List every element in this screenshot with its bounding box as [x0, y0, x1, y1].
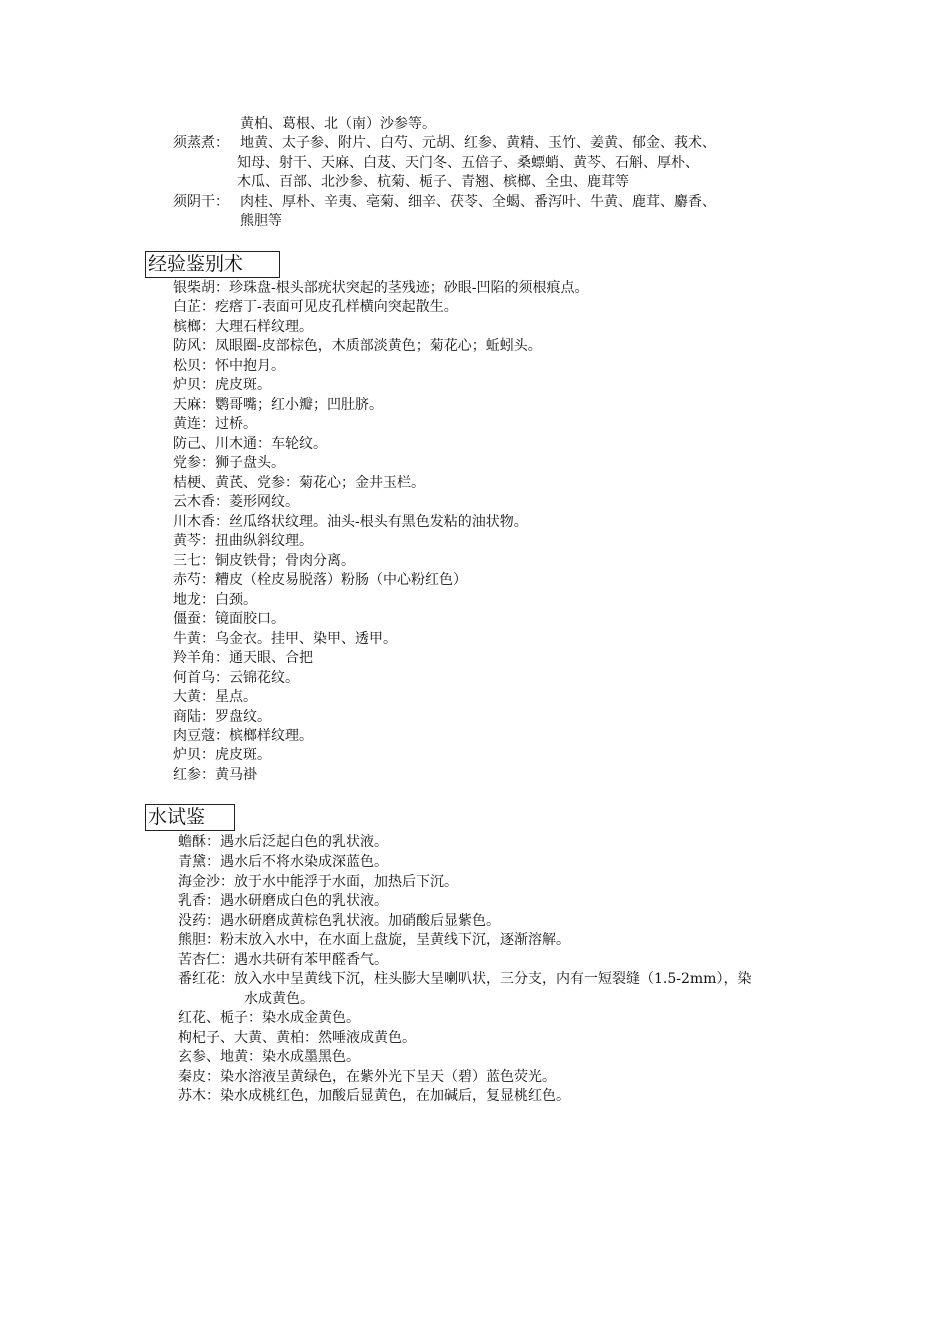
section-heading-experience: 经验鉴别术 [145, 251, 280, 278]
list-item: 枸杞子、大黄、黄柏：然唾液成黄色。 [178, 1030, 416, 1046]
list-item: 炉贝：虎皮斑。 [173, 377, 271, 393]
list-item: 熊胆：粉末放入水中，在水面上盘旋，呈黄线下沉，逐渐溶解。 [178, 932, 570, 948]
list-item: 黄芩：扭曲纵斜纹理。 [173, 533, 313, 549]
list-item: 天麻：鹦哥嘴；红小瓣；凹肚脐。 [173, 397, 383, 413]
list-item: 赤芍：糟皮（栓皮易脱落）粉肠（中心粉红色） [173, 572, 467, 588]
list-item: 炉贝：虎皮斑。 [173, 747, 271, 763]
continuation-line: 黄柏、葛根、北（南）沙参等。 [240, 116, 436, 132]
steam-line: 地黄、太子参、附片、白芍、元胡、红参、黄精、玉竹、姜黄、郁金、莪术、 [240, 135, 716, 151]
list-item: 三七：铜皮铁骨；骨肉分离。 [173, 553, 355, 569]
list-item: 僵蚕：镜面胶口。 [173, 611, 285, 627]
list-item: 红花、栀子：染水成金黄色。 [178, 1010, 360, 1026]
list-item: 黄连：过桥。 [173, 416, 257, 432]
list-item: 防己、川木通：车轮纹。 [173, 436, 327, 452]
list-item: 槟榔：大理石样纹理。 [173, 319, 313, 335]
list-item: 川木香：丝瓜络状纹理。油头-根头有黑色发粘的油状物。 [173, 514, 528, 530]
list-item: 何首乌：云锦花纹。 [173, 670, 299, 686]
list-item: 地龙：白颈。 [173, 592, 257, 608]
list-item: 大黄：星点。 [173, 689, 257, 705]
list-item: 云木香：菱形网纹。 [173, 494, 299, 510]
list-item: 海金沙：放于水中能浮于水面，加热后下沉。 [178, 874, 458, 890]
shade-line: 肉桂、厚朴、辛夷、亳菊、细辛、茯苓、全蝎、番泻叶、牛黄、鹿茸、麝香、 [240, 194, 716, 210]
list-item: 羚羊角：通天眼、合把 [173, 650, 313, 666]
list-item: 番红花：放入水中呈黄线下沉，柱头膨大呈喇叭状，三分支，内有一短裂缝（1.5-2mm），染 [178, 971, 752, 987]
list-item: 苦杏仁：遇水共研有苯甲醛香气。 [178, 952, 388, 968]
list-item: 乳香：遇水研磨成白色的乳状液。 [178, 893, 388, 909]
list-item: 白芷：疙瘩丁-表面可见皮孔样横向突起散生。 [173, 299, 458, 315]
list-item: 秦皮：染水溶液呈黄绿色，在紫外光下呈天（碧）蓝色荧光。 [178, 1069, 556, 1085]
list-item: 青黛：遇水后不将水染成深蓝色。 [178, 854, 388, 870]
section-heading-water: 水试鉴 [145, 804, 235, 831]
shade-label: 须阴干： [173, 194, 229, 210]
list-item: 玄参、地黄：染水成墨黑色。 [178, 1049, 360, 1065]
list-item: 防风：凤眼圈-皮部棕色，木质部淡黄色；菊花心；蚯蚓头。 [173, 338, 542, 354]
list-item: 蟾酥：遇水后泛起白色的乳状液。 [178, 834, 388, 850]
list-item: 桔梗、黄芪、党参：菊花心；金井玉栏。 [173, 475, 425, 491]
list-item: 苏木：染水成桃红色，加酸后显黄色，在加碱后，复显桃红色。 [178, 1088, 570, 1104]
list-item: 没药：遇水研磨成黄棕色乳状液。加硝酸后显紫色。 [178, 913, 500, 929]
list-item: 银柴胡：珍珠盘-根头部疣状突起的茎残迹；砂眼-凹陷的须根痕点。 [173, 280, 589, 296]
list-item: 红参：黄马褂 [173, 767, 257, 783]
shade-line: 熊胆等 [240, 213, 282, 229]
list-item: 牛黄：乌金衣。挂甲、染甲、透甲。 [173, 631, 397, 647]
list-item: 党参：狮子盘头。 [173, 455, 285, 471]
steam-line: 木瓜、百部、北沙参、杭菊、栀子、青翘、槟榔、全虫、鹿茸等 [237, 174, 629, 190]
steam-label: 须蒸煮： [173, 135, 229, 151]
steam-line: 知母、射干、天麻、白芨、天门冬、五倍子、桑螵蛸、黄芩、石斛、厚朴、 [237, 155, 699, 171]
list-item: 肉豆蔻：槟榔样纹理。 [173, 728, 313, 744]
list-item-continuation: 水成黄色。 [244, 991, 314, 1007]
list-item: 松贝：怀中抱月。 [173, 358, 285, 374]
list-item: 商陆：罗盘纹。 [173, 709, 271, 725]
